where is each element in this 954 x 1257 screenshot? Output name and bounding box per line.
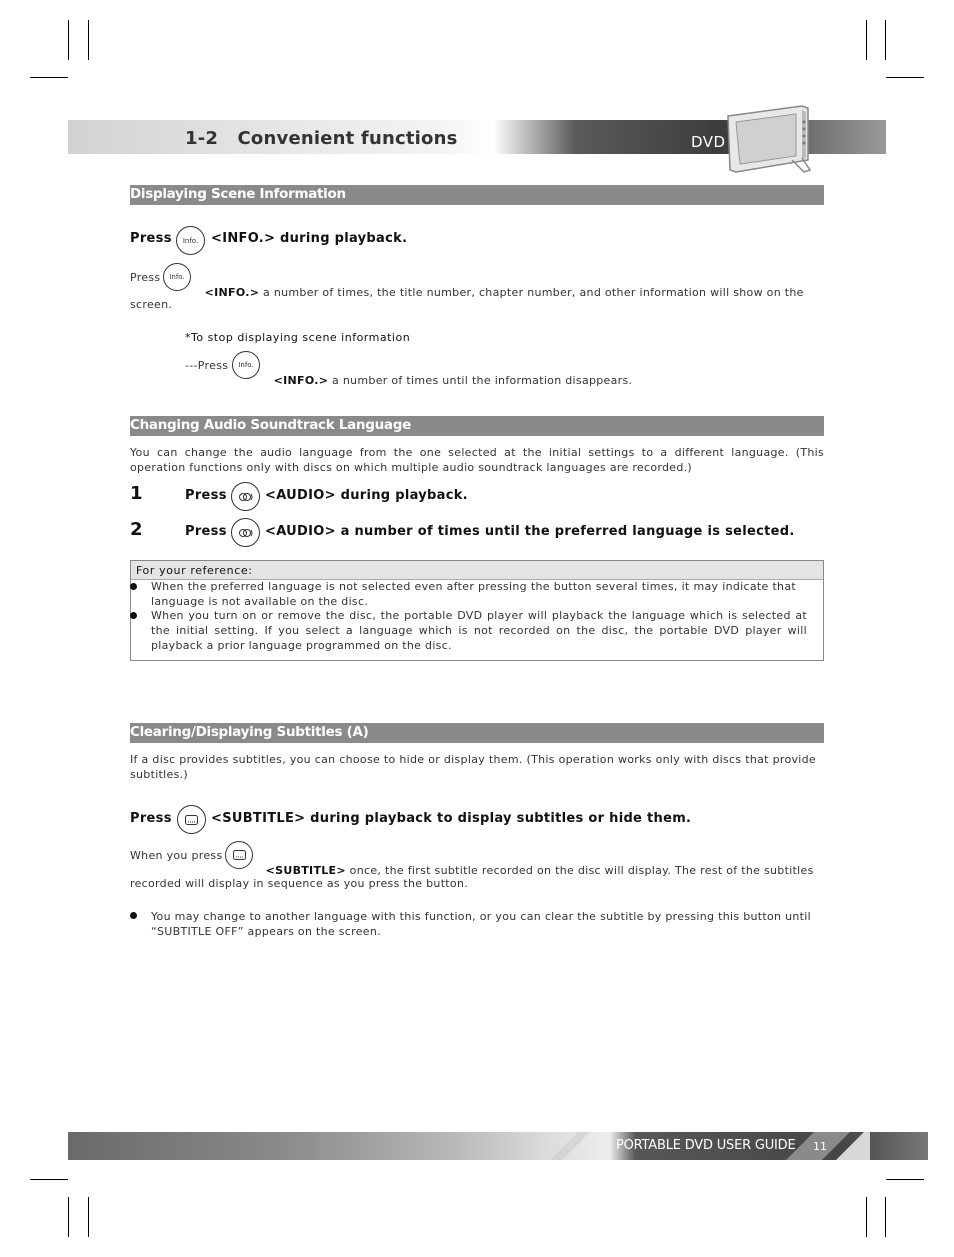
page-number: 11 — [813, 1140, 827, 1153]
crop-mark — [885, 20, 886, 60]
body-continuation: recorded will display in sequence as you press the button. — [130, 877, 469, 890]
audio-button-icon — [231, 518, 260, 547]
body-continuation: screen. — [130, 298, 173, 311]
info-button-icon — [232, 351, 260, 379]
body-press: Press — [130, 271, 161, 284]
crop-mark — [68, 1197, 69, 1237]
body-line — [258, 848, 814, 878]
crop-mark — [886, 1179, 924, 1180]
body-rest: once, the first subtitle recorded on the disc will display. The rest of the subtitles — [345, 864, 814, 877]
info-key: <INFO.> — [273, 374, 329, 387]
press-label: Press — [185, 524, 227, 539]
press-label: Press — [185, 488, 227, 503]
section-header-scene-info — [130, 185, 824, 205]
audio-button-icon — [231, 482, 260, 511]
page-title: 1-2 Convenient functions — [185, 128, 458, 149]
reference-item: When the preferred language is not selected even after pressing the button several times, it may indicate that language is not available on the disc. — [151, 580, 796, 608]
instruction-text: <INFO.> during playback. — [211, 231, 408, 246]
reference-title: For your reference: — [136, 564, 253, 577]
section-title: Clearing/Displaying Subtitles (A) — [130, 724, 369, 740]
info-icon-label: Info. — [169, 273, 185, 281]
crop-mark — [866, 20, 867, 60]
stop-rest: a number of times until the information disappears. — [328, 374, 633, 387]
subtitle-button-icon — [225, 841, 253, 869]
crop-mark — [30, 77, 68, 78]
stop-prefix: ---Press — [185, 359, 229, 372]
info-icon-label: Info. — [182, 236, 199, 245]
instruction-text: <SUBTITLE> during playback to display subtitles or hide them. — [211, 811, 692, 826]
crop-mark — [886, 77, 924, 78]
bullet-icon — [130, 583, 137, 590]
stop-line — [266, 358, 632, 388]
step-text: <AUDIO> during playback. — [265, 488, 468, 503]
reference-header — [131, 561, 823, 580]
audio-intro: You can change the audio language from the one selected at the initial settings to a different language. (This operation functions only with discs on which multiple audio soundtrack languages are recorded.) — [130, 446, 824, 474]
reference-item: When you turn on or remove the disc, the portable DVD player will playback the language which is selected at the initial setting. If you select a language which is not recorded on the disc, the portable DVD player will playback a prior language programmed on the disc. — [151, 609, 807, 652]
subtitle-bullet: You may change to another language with this function, or you can clear the subtitle by pressing this button until “SUBTITLE OFF” appears on the screen. — [151, 910, 811, 938]
press-label: Press — [130, 231, 172, 246]
info-icon-label: Info. — [238, 361, 254, 369]
subtitle-button-icon — [177, 805, 206, 834]
body-prefix: When you press — [130, 849, 223, 862]
crop-mark — [88, 20, 89, 60]
step-number: 1 — [130, 483, 143, 504]
crop-mark — [866, 1197, 867, 1237]
portable-dvd-player-icon — [722, 104, 814, 176]
subtitle-key: <SUBTITLE> — [265, 864, 346, 877]
info-button-icon — [163, 263, 191, 291]
crop-mark — [68, 20, 69, 60]
section-title: Displaying Scene Information — [130, 186, 346, 202]
bullet-icon — [130, 912, 137, 919]
crop-mark — [88, 1197, 89, 1237]
body-rest: a number of times, the title number, chapter number, and other information will show on the — [259, 286, 804, 299]
body-line — [197, 270, 804, 300]
section-header-audio — [130, 416, 824, 436]
step-number: 2 — [130, 519, 143, 540]
dvd-badge: DVD — [691, 133, 726, 151]
section-title: Changing Audio Soundtrack Language — [130, 417, 411, 433]
bullet-icon — [130, 612, 137, 619]
footer-guide-title: PORTABLE DVD USER GUIDE — [616, 1138, 796, 1153]
subtitle-intro: If a disc provides subtitles, you can choose to hide or display them. (This operation works only with discs that provide subtitles.) — [130, 753, 816, 781]
info-key: <INFO.> — [204, 286, 260, 299]
step-text: <AUDIO> a number of times until the preferred language is selected. — [265, 524, 795, 539]
press-label: Press — [130, 811, 172, 826]
crop-mark — [885, 1197, 886, 1237]
crop-mark — [30, 1179, 68, 1180]
stop-title: *To stop displaying scene information — [185, 331, 411, 344]
info-button-icon — [176, 226, 205, 255]
section-header-subtitles — [130, 723, 824, 743]
